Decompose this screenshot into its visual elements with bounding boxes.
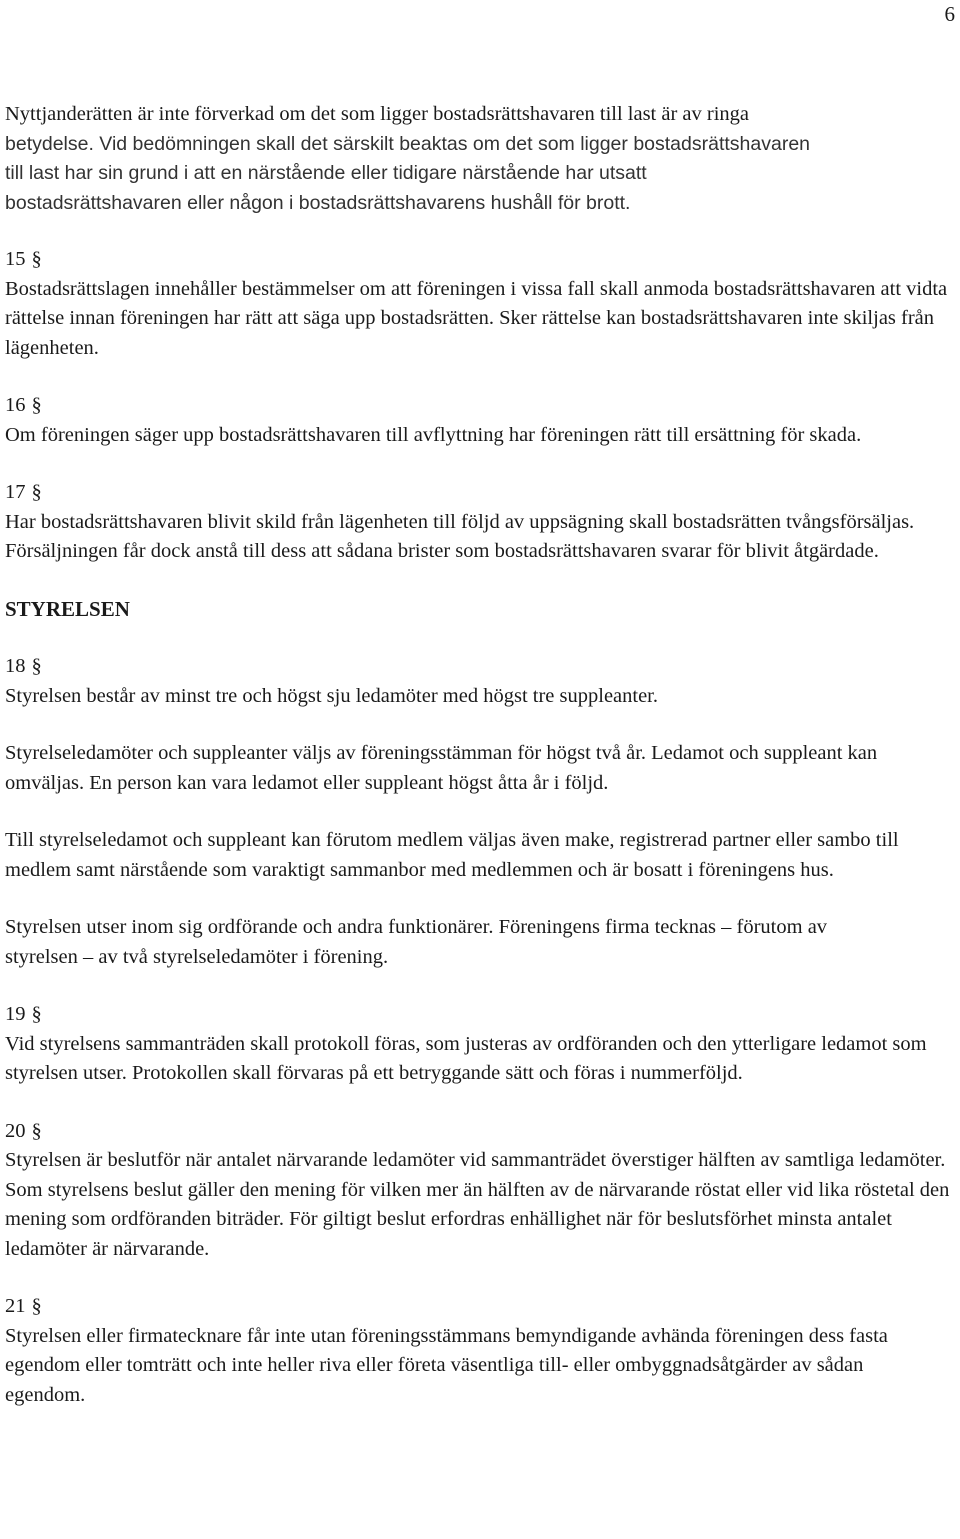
styrelsen-heading: STYRELSEN bbox=[5, 596, 130, 621]
section-sign-icon: § bbox=[31, 655, 42, 677]
section-17-label bbox=[5, 478, 957, 508]
intro-line-4: bostadsrättshavaren eller någon i bostadsrättshavarens hushåll för brott. bbox=[5, 191, 631, 214]
section-19-label bbox=[5, 1000, 957, 1030]
intro-paragraph bbox=[5, 100, 957, 218]
section-18-label bbox=[5, 652, 957, 682]
section-16 bbox=[5, 391, 957, 450]
section-15-text: Bostadsrättslagen innehåller bestämmelser om att föreningen i vissa fall skall anmoda bostadsrättshavaren att vidta rättelse innan föreningen har rätt att säga upp bostadsrätten. Sker rättelse kan bostadsrättshavaren inte skiljas från lägenheten. bbox=[5, 277, 948, 359]
section-21-text: Styrelsen eller firmatecknare får inte utan föreningsstämmans bemyndigande avhända föreningen dess fasta egendom eller tomträtt och inte heller riva eller företa väsentliga till- eller ombyggnadsåtgärder av sådan egendom. bbox=[5, 1324, 888, 1406]
section-20-text: Styrelsen är beslutför när antalet närvarande ledamöter vid sammanträdet överstiger hälften av samtliga ledamöter. Som styrelsens beslut gäller den mening för vilken mer än hälften av de närvarande röstat eller vid lika röstetal den mening som ordföranden biträder. För giltigt beslut erfordras enhällighet när för beslutsförhet minsta antalet ledamöter är närvarande. bbox=[5, 1149, 950, 1260]
section-21-label bbox=[5, 1292, 957, 1322]
page-number: 6 bbox=[944, 2, 955, 26]
section-sign-icon: § bbox=[31, 394, 42, 416]
section-19-text: Vid styrelsens sammanträden skall protokoll föras, som justeras av ordföranden och den ytterligare ledamot som styrelsen utser. Protokollen skall förvaras på ett betryggande sätt och föras i nummerföljd. bbox=[5, 1032, 927, 1084]
section-19-number: 19 bbox=[5, 1003, 26, 1025]
section-21 bbox=[5, 1292, 957, 1410]
section-sign-icon: § bbox=[31, 1003, 42, 1025]
section-20 bbox=[5, 1117, 957, 1265]
section-15-label bbox=[5, 245, 957, 275]
section-18-number: 18 bbox=[5, 655, 26, 677]
section-18-paragraph-2: Styrelseledamöter och suppleanter väljs av föreningsstämman för högst två år. Ledamot och suppleant kan omväljas. En person kan vara ledamot eller suppleant högst åtta år i följd. bbox=[5, 742, 878, 794]
section-17-text: Har bostadsrättshavaren blivit skild från lägenheten till följd av uppsägning skall bostadsrätten tvångsförsäljas. Försäljningen får dock anstå till dess att sådana brister som bostadsrättshavaren svarar för blivit åtgärdade. bbox=[5, 510, 915, 562]
section-sign-icon: § bbox=[31, 1295, 42, 1317]
section-15 bbox=[5, 245, 957, 363]
intro-line-3: till last har sin grund i att en närstående eller tidigare närstående har utsatt bbox=[5, 162, 647, 184]
document-body bbox=[5, 100, 957, 1410]
section-18-paragraph-4: Styrelsen utser inom sig ordförande och andra funktionärer. Föreningens firma tecknas – förutom av styrelsen – av två styrelseledamöter i förening. bbox=[5, 916, 828, 968]
intro-line-1: Nyttjanderätten är inte förverkad om det som ligger bostadsrättshavaren till last är av ringa bbox=[5, 103, 750, 125]
section-18-paragraph-3: Till styrelseledamot och suppleant kan förutom medlem väljas även make, registrerad partner eller sambo till medlem samt närstående som varaktigt sammanbor med medlemmen och är bosatt i föreningens hus. bbox=[5, 829, 899, 881]
section-20-number: 20 bbox=[5, 1119, 26, 1142]
section-sign-icon: § bbox=[31, 248, 42, 270]
section-17 bbox=[5, 478, 957, 567]
section-18-paragraph-1: Styrelsen består av minst tre och högst sju ledamöter med högst tre suppleanter. bbox=[5, 684, 659, 707]
section-21-number: 21 bbox=[5, 1295, 26, 1317]
section-20-label bbox=[5, 1117, 957, 1147]
section-sign-icon: § bbox=[31, 481, 42, 503]
intro-line-2: betydelse. Vid bedömningen skall det särskilt beaktas om det som ligger bostadsrättshavaren bbox=[5, 132, 811, 155]
section-16-number: 16 bbox=[5, 394, 26, 416]
section-16-text: Om föreningen säger upp bostadsrättshavaren till avflyttning har föreningen rätt till ersättning för skada. bbox=[5, 423, 862, 446]
section-17-number: 17 bbox=[5, 481, 26, 503]
section-sign-icon: § bbox=[31, 1119, 42, 1142]
section-15-number: 15 bbox=[5, 248, 26, 270]
section-18 bbox=[5, 652, 957, 972]
section-16-label bbox=[5, 391, 957, 421]
section-19 bbox=[5, 1000, 957, 1089]
